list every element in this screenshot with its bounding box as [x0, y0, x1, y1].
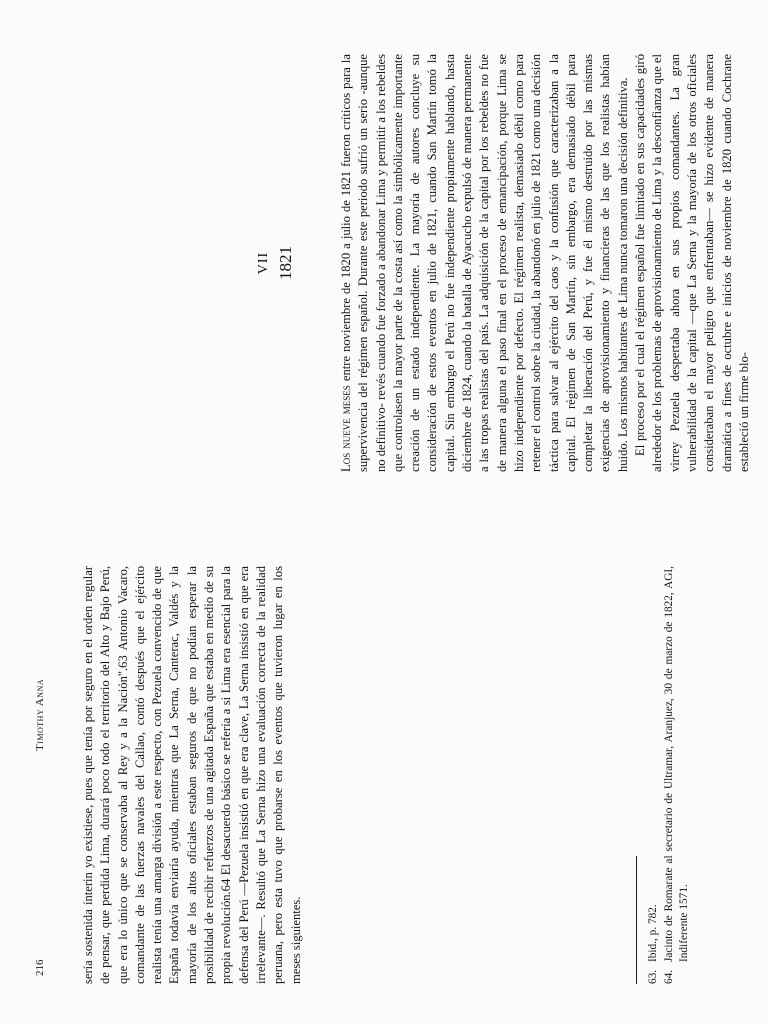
chapter-number: VII: [256, 251, 271, 275]
body-text: [80, 566, 305, 984]
body-text: [338, 54, 753, 472]
chapter-title: 1821: [276, 246, 295, 280]
footnote-number: 63.: [647, 969, 659, 984]
footnote-number: 64.: [663, 969, 675, 984]
page-number: 216: [34, 959, 46, 976]
footnote: [662, 566, 692, 984]
running-header: [34, 552, 50, 976]
footnote-divider: [636, 856, 637, 984]
footnote-text: Jacinto de Romarate al secretario de Ultramar, Aranjuez, 30 de marzo de 1822, AGI, Indiferente 1571.: [663, 566, 690, 962]
footnote-text: Ibid., p. 782.: [647, 904, 659, 962]
footnote: [646, 566, 661, 984]
body-paragraph: sería sostenida ínterin yo existiese, pues que tenía por seguro en el orden regular de pensar, que perdida Lima, durará poco todo el territorio del Alto y Bajo Perú, que era lo único que se conservaba al Rey y a la Nación".63 Antonio Vacaro, comandante de las fuerzas navales del Callao, contó después que el ejército realista tenía una amarga división a este respecto, con Pezuela convencido de que España todavía enviaría ayuda, mientras que La Serna, Canterac, Valdés y la mayoría de los altos oficiales estaban seguros de que no podían esperar la posibilidad de recibir refuerzos de una agitada España que estaba en medio de su propia revolución.64 El desacuerdo básico se refería a si Lima era esencial para la defensa del Perú —Pezuela insistió en que era clave, La Serna insistió en que era irrelevante—. Resultó que La Serna hizo una evaluación correcta de la realidad peruana, pero esta tuvo que probarse en los eventos que tuvieron lugar en los meses siguientes.: [81, 566, 303, 984]
chapter-lead-in: Los nueve meses: [339, 385, 353, 472]
body-paragraph: El proceso por el cual el régimen español fue limitado en sus capacidades giró alrededor de los problemas de aprovisionamiento de Lima y la desconfianza que el virrey Pezuela despertaba ahora en sus propios comandantes. La gran vulnerabilidad de la capital —que La Serna y la mayoría de los otros oficiales consideraban el mayor peligro que enfrentaban— se hizo evidente de manera dramática a fines de octubre e inicios de noviembre de 1820 cuando Cochrane estableció un firme blo-: [633, 54, 751, 472]
body-paragraph: [338, 54, 632, 472]
footnotes: [646, 566, 693, 984]
paragraph-text: entre noviembre de 1820 a julio de 1821 fueron críticos para la supervivencia del régimen español. Durante este periodo sufrió un serio -aunque no definitivo- revés cuando fue forzado a abandonar Lima y permitir a los rebeldes que controlasen la mayor parte de la costa así como la simbólicamente importante creación de un estado independiente. La mayoría de autores concluye su consideración de estos eventos en julio de 1821, cuando San Martín tomó la capital. Sin embargo el Perú no fue independiente propiamente hablando, hasta diciembre de 1824, cuando la batalla de Ayacucho expulsó de manera permanente a las tropas realistas del país. La adquisición de la capital por los rebeldes no fue de manera alguna el paso final en el proceso de emancipación, porque Lima se hizo independiente por defecto. El régimen realista, demasiado débil como para retener el control sobre la ciudad, la abandonó en julio de 1821 como una decisión táctica para salvar al ejército del caos y la confusión que caracterizaban a la capital. El régimen de San Martín, sin embargo, era demasiado débil para completar la liberación del Perú, y fue él mismo destruido por las mismas exigencias de aprovisionamiento y financieras de las que los realistas habían huido. Los mismos habitantes de Lima nunca tomaron una decisión definitiva.: [339, 54, 630, 472]
left-page: [0, 512, 768, 1024]
running-head-author: Timothy Anna: [34, 678, 46, 751]
